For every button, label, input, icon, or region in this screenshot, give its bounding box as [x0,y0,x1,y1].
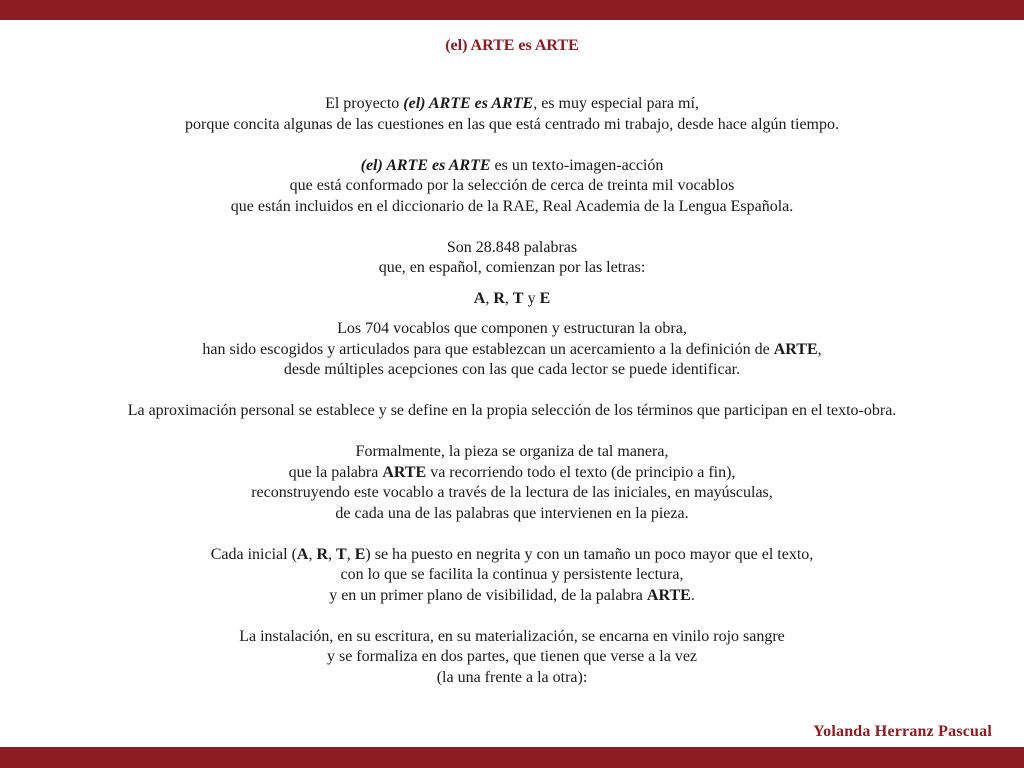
p6-line-4: de cada una de las palabras que intervienen en la pieza. [335,504,689,522]
top-band [0,0,1024,20]
p6-line-3: reconstruyendo este vocablo a través de la lectura de las iniciales, en mayúsculas, [251,484,773,501]
p7-line-2: con lo que se facilita la continua y persistente lectura, [340,566,684,583]
p8-line-2: y se formaliza en dos partes, que tienen que verse a la vez [326,648,698,665]
author-signature: Yolanda Herranz Pascual [813,723,992,740]
p1-line-2: porque concita algunas de las cuestiones en las que está centrado mi trabajo, desde hace algún tiempo. [185,115,839,133]
page-title: (el) ARTE es ARTE [445,37,579,54]
p2-line-3: que están incluidos en el diccionario de la RAE, Real Academia de la Lengua Española. [230,197,794,215]
p6-line-2: que la palabra ARTE va recorriendo todo el texto (de principio a fin), [288,463,736,481]
p3-line-1: Son 28.848 palabras [446,238,578,256]
document-body [0,94,1024,688]
p6-line-1: Formalmente, la pieza se organiza de tal manera, [355,443,669,460]
p1-line-1: El proyecto (el) ARTE es ARTE, es muy especial para mí, [325,95,699,112]
p4-line-2: han sido escogidos y articulados para que establezcan un acercamiento a la definición de ARTE, [202,340,822,358]
p4-line-3: desde múltiples acepciones con las que cada lector se puede identificar. [283,361,741,378]
p3-line-2: que, en español, comienzan por las letras: [378,259,646,276]
p2-line-2: que está conformado por la selección de cerca de treinta mil vocablos [289,177,735,194]
bottom-band [0,747,1024,768]
letters-line: A, R, T y E [473,289,551,307]
p2-line-1: (el) ARTE es ARTE es un texto-imagen-acción [360,156,664,174]
p8-line-1: La instalación, en su escritura, en su materialización, se encarna en vinilo rojo sangre [239,627,785,645]
p5-line-1: La aproximación personal se establece y se define en la propia selección de los términos que participan en el texto-obra. [127,402,897,419]
p7-line-3: y en un primer plano de visibilidad, de la palabra ARTE. [329,586,695,604]
p8-line-3: (la una frente a la otra): [436,668,588,686]
p7-line-1: Cada inicial (A, R, T, E) se ha puesto en negrita y con un tamaño un poco mayor que el texto, [210,545,814,563]
p4-line-1: Los 704 vocablos que componen y estructuran la obra, [337,320,687,337]
